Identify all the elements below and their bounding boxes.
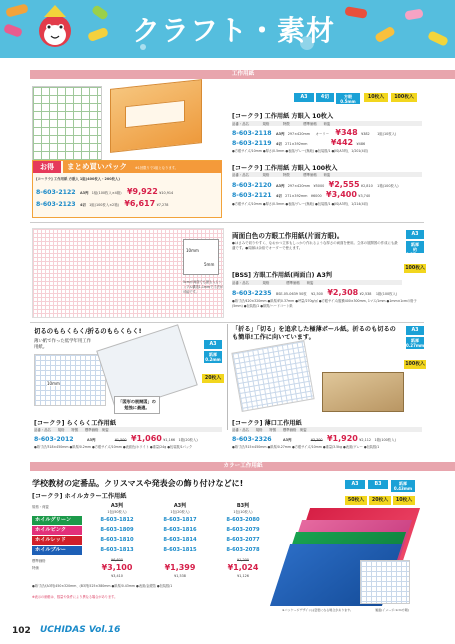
bulk-title: まとめ買いパック ※1回限りで1組となります。 bbox=[63, 161, 222, 173]
grid-caption: 5cmが両面でも最も入るシンプル構造1.1mmで寸法が可能です。 bbox=[183, 280, 223, 294]
spec-tag-qty20: 20枚入 bbox=[369, 496, 391, 505]
spec-tag-qty10: 10枚入 bbox=[393, 496, 415, 505]
product-note: ●紙寸法/318×450mm ●紙厚/0.2mm ●方眼サイズ/10mm ●表面色/ホワイト ●重量/24g ●包装数/1パック bbox=[34, 445, 193, 449]
spec-tag-size: A3 bbox=[406, 326, 424, 335]
table-header: 品番・品名 規格 特徴 標準価格 荷姿 bbox=[232, 427, 422, 432]
product-note: ●紙寸法/(A3判)450×320mm、(B3判)525×380mm ●紙厚/0.43mm ●表面/金銀箔 ●包装数/1 bbox=[32, 584, 173, 588]
column-header: A3判 bbox=[110, 503, 124, 509]
spec-tag-size: A3 bbox=[204, 340, 222, 349]
table-row: ホイルレッド 8-603-1810 8-603-1814 8-603-2077 bbox=[32, 536, 276, 545]
spec-tag-qty50: 50枚入 bbox=[345, 496, 367, 505]
product-image-graph-sheet bbox=[32, 228, 224, 318]
bulk-badge: お得 bbox=[33, 161, 61, 173]
spec-tag-qty: 100枚入 bbox=[405, 266, 425, 271]
paint-tube-icon bbox=[374, 26, 396, 44]
product-title: [コークラ] 薄口工作用紙 bbox=[232, 420, 302, 427]
spec-tag-qty: 20枚入 bbox=[202, 374, 224, 383]
mascot-icon bbox=[34, 3, 76, 49]
spec-tag-size-a3: A3 bbox=[345, 480, 365, 489]
product-title: [コークラ] らくらく工作用紙 bbox=[34, 420, 117, 427]
paint-tube-icon bbox=[3, 23, 23, 38]
headline: 両面白色の方眼工作用紙(片面方眼)。 bbox=[232, 232, 344, 240]
headline: 「折る」「切る」を追求した極薄ボール紙。折るのも切るのも簡単!工作に向いています。 bbox=[232, 326, 396, 341]
sale-price: ¥1,024 bbox=[227, 563, 259, 572]
table-row: 8-603-2123 4切 1組(100枚入×2箱) ¥6,617 ¥7,278 bbox=[36, 199, 169, 208]
disclaimer: ※表示の価格は、数量や条件により異なる場合があります。 bbox=[32, 595, 118, 599]
price-label: 特価 bbox=[32, 566, 39, 570]
product-note: ●紙寸法/420×320mm ●紙厚/約0.37mm ●坪量/270g/㎡ ●方眼サイズ/縦横400×300mm, 1マス/1mm ●1mm×1cmの格子(5mm) ●包装数/1 ●紙質/ハードコート紙 bbox=[232, 299, 417, 308]
std-price: ¥3,410 bbox=[111, 574, 123, 578]
product-title: [BSS] 方眼工作用紙(両面白) A3判 bbox=[232, 272, 332, 279]
brand-logo: UCHIDAS Vol.16 bbox=[40, 625, 121, 635]
divider bbox=[30, 322, 424, 323]
paint-tube-icon bbox=[427, 30, 449, 47]
paint-tube-icon bbox=[404, 9, 423, 21]
spec-tag-qty2: 100枚入 bbox=[391, 93, 417, 102]
table-row: 8-603-2118 A3判 297×420mm オーリー ¥348 ¥382 1組(10枚入) bbox=[232, 128, 397, 137]
column-header: B3判 bbox=[236, 503, 250, 509]
table-row: ホイルグリーン 8-603-1812 8-603-1817 8-603-2080 bbox=[32, 516, 276, 525]
spec-tag-size2: 4切 bbox=[316, 93, 334, 102]
table-row: 8-603-2121 4切 271×392mm ¥6000 ¥3,400 ¥3,740 bbox=[232, 190, 371, 199]
product-image-thin-sheet: 10mm bbox=[34, 354, 106, 406]
magnified-grid: 10mm 5mm bbox=[183, 239, 219, 275]
box-label bbox=[125, 100, 185, 128]
column-header: A3判 bbox=[173, 503, 187, 509]
table-header-label: 規格・荷姿 bbox=[32, 505, 49, 509]
subheadline: 薄い紙で作った低学年用工作用紙。 bbox=[34, 339, 92, 350]
foil-back-grid bbox=[360, 560, 410, 604]
spec-tag-size: A3 bbox=[406, 230, 424, 239]
spec-tag-qty1: 10枚入 bbox=[364, 93, 388, 102]
spec-tag-thickness: 紙厚 0.43mm bbox=[391, 480, 415, 492]
image-caption: ※パッケージデザインは変更になる場合があります。 bbox=[282, 608, 354, 612]
std-price: ¥1,538 bbox=[174, 574, 186, 578]
sale-price: ¥1,399 bbox=[164, 563, 196, 572]
table-row: 8-603-2122 A3判 1組(100枚入×4箱) ¥9,922 ¥10,914 bbox=[36, 187, 174, 196]
product-title-1: [コークラ] 工作用紙 方眼入 10枚入 bbox=[232, 113, 334, 120]
spec-tag-thickness: 紙厚 約0.37mm bbox=[406, 242, 425, 257]
spec-tag-qty: 100枚入 bbox=[405, 362, 425, 367]
page-header bbox=[0, 0, 455, 58]
divider bbox=[227, 324, 228, 430]
product-note: ●紙寸法/315×450mm ●紙厚/0.27mm ●方眼サイズ/10mm ●重量/3.5kg ●表面/グレー ●包装数/1 bbox=[232, 445, 380, 449]
callout: 「図形の展開図」の勉強に最適。 bbox=[114, 396, 160, 414]
product-title-2: [コークラ] 工作用紙 方眼入 100枚入 bbox=[232, 165, 338, 172]
page-number: 102 bbox=[12, 626, 31, 636]
headline: 切るのもらくらく/折るのもらくらく! bbox=[34, 327, 142, 335]
bulk-pack-box bbox=[32, 160, 222, 218]
product-title: [コークラ] ホイルカラー工作用紙 bbox=[32, 493, 127, 500]
section-bar-kousaku: 工作用紙 bbox=[30, 70, 455, 79]
table-row: 8-603-2012 A3判 ¥1,500 ¥1,060 ¥1,166 1箱(20枚入) bbox=[34, 434, 198, 443]
column-subheader: 1包(20枚入) bbox=[170, 510, 190, 514]
paint-tube-icon bbox=[91, 4, 109, 21]
table-row: ホイルブルー 8-603-1813 8-603-1815 8-603-2078 bbox=[32, 546, 276, 555]
spec-tag-size: A3 bbox=[294, 93, 314, 102]
table-row: 8-603-2235 BSE-05-0639 50枚 ¥2,500 ¥2,308 ¥2,538 1箱(100枚入) bbox=[232, 288, 398, 297]
paint-tube-icon bbox=[87, 27, 109, 42]
spec-tag-thickness: 紙厚 0.27mm bbox=[406, 338, 425, 348]
divider bbox=[30, 222, 424, 223]
section-bar-color: カラー工作用紙 bbox=[30, 462, 455, 471]
table-row: ホイルピンク 8-603-1809 8-603-1816 8-603-2079 bbox=[32, 526, 276, 535]
list-price-label: 標準価格 bbox=[32, 559, 46, 563]
sale-price: ¥3,100 bbox=[101, 563, 133, 572]
table-header: 品番・品名 規格 特徴 標準価格 荷姿 bbox=[34, 427, 222, 432]
product-note: ●方眼サイズ/10mm ●厚さ/0.5mm ●表面/グレー(無地) ●包装数/1 ●JIS(A3判)、1/201(4切) bbox=[232, 149, 369, 153]
bulk-subtitle: [コークラ] 工作用紙 方眼入 1組(400枚入・200枚入) bbox=[36, 177, 120, 181]
product-image-thin-board bbox=[231, 340, 314, 412]
paint-tube-icon bbox=[5, 3, 29, 17]
spec-tag-thickness: 紙厚 0.2mm bbox=[205, 352, 221, 362]
spec-tag-size-b3: B3 bbox=[368, 480, 388, 489]
paint-tube-icon bbox=[344, 6, 367, 19]
spec-tag-thickness: 方眼 0.5mm bbox=[336, 93, 360, 104]
table-header: 品番・品名 規格 特徴 標準価格 荷姿 bbox=[232, 121, 422, 126]
list-price: ¥6,600 bbox=[111, 558, 123, 562]
table-row: 8-603-2120 A3判 297×420mm ¥5000 ¥2,555 ¥2,810 1箱(100枚入) bbox=[232, 180, 399, 189]
feature-list: ●はさみで切りやすく、なおかつ立体もしっかり作れるような厚さの両面を使用。立体の展開図の作成にも最適です。●周縁は余裕でオーダーで使えます。 bbox=[232, 241, 398, 250]
page-title: クラフト・素材 bbox=[132, 14, 336, 47]
product-image-box bbox=[110, 79, 202, 153]
table-header: 品番・品名 規格 標準価格 荷姿 bbox=[232, 280, 402, 285]
image-caption: 裏面(イメージ:1cm方眼) bbox=[375, 608, 409, 612]
table-header: 品番・品名 規格 特徴 標準価格 荷姿 bbox=[232, 172, 422, 177]
product-image-box bbox=[322, 372, 404, 412]
product-note: ●方眼サイズ/10mm ●厚さ/0.5mm ●表面/グレー(無地) ●包装数/1 ●JIS(A3判)、1/214(4切) bbox=[232, 202, 369, 206]
table-row: 8-603-2119 4切 271×392mm ¥442 ¥486 bbox=[232, 138, 366, 147]
list-price: ¥1,200 bbox=[237, 558, 249, 562]
column-subheader: 1包(50枚入) bbox=[107, 510, 127, 514]
column-subheader: 1包(10枚入) bbox=[233, 510, 253, 514]
headline: 学校教材の定番品。クリスマスや発表会の飾り付けなどに! bbox=[32, 479, 244, 488]
table-row: 8-603-2326 A3判 ¥3,300 ¥1,920 ¥2,112 1箱(100枚入) bbox=[232, 434, 396, 443]
std-price: ¥1,126 bbox=[237, 574, 249, 578]
